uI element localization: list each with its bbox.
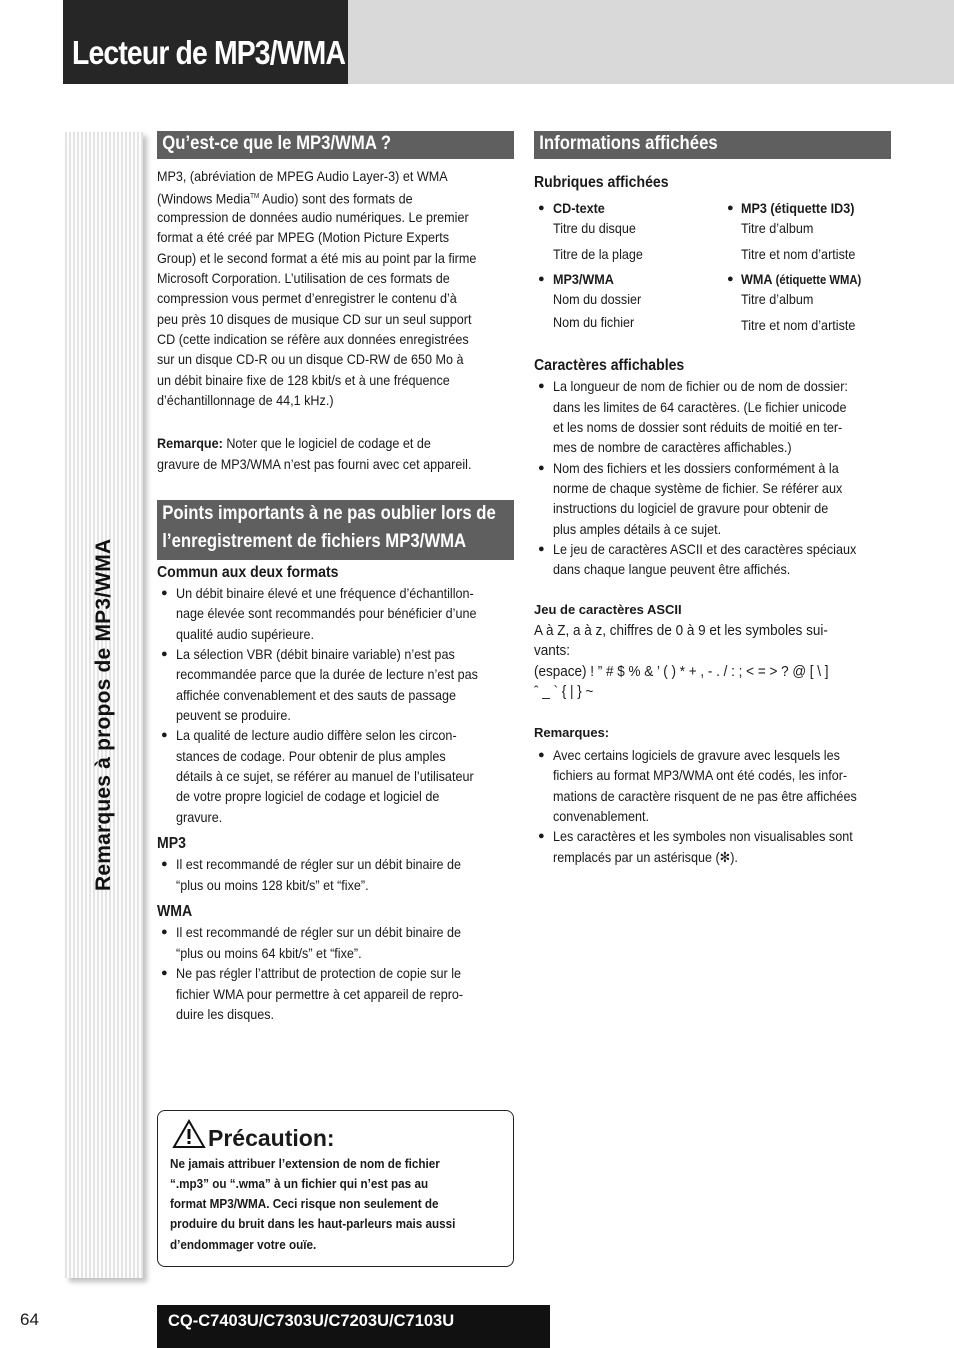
page-title: Lecteur de MP3/WMA (72, 34, 346, 71)
bullet: ● (538, 380, 545, 392)
bullet: ● (727, 273, 734, 285)
bullet: ● (538, 543, 545, 555)
model-number: CQ-C7403U/C7303U/C7203U/C7103U (168, 1312, 455, 1330)
remarques-heading: Remarques: (534, 725, 610, 740)
caracteres-heading: Caractères affichables (534, 357, 685, 374)
section-heading-points: Points importants à ne pas oublier lors de l’enregistrement de fichiers MP3/WMA (157, 500, 514, 560)
bullet: ● (538, 462, 545, 474)
ascii-heading: Jeu de caractères ASCII (534, 602, 682, 617)
common-formats-heading: Commun aux deux formats (157, 564, 339, 581)
bullet: ● (727, 202, 734, 214)
section-heading-info: Informations affichées (534, 131, 891, 159)
page-number: 64 (20, 1310, 39, 1329)
bullet: ● (538, 202, 545, 214)
bullet: ● (161, 858, 168, 870)
bullet: ● (161, 729, 168, 741)
mp3-heading: MP3 (157, 835, 186, 852)
bullet: ● (538, 749, 545, 761)
header-band (348, 0, 954, 84)
rubriques-heading: Rubriques affichées (534, 174, 669, 191)
sidebar-vertical-title: Remarques à propos de MP3/WMA (92, 538, 115, 891)
bullet: ● (161, 648, 168, 660)
bullet: ● (161, 587, 168, 599)
bullet: ● (161, 967, 168, 979)
bullet: ● (161, 926, 168, 938)
bullet: ● (538, 830, 545, 842)
wma-heading: WMA (157, 903, 193, 920)
caution-title: Précaution: (208, 1125, 335, 1151)
section-heading-what-is: Qu’est-ce que le MP3/WMA ? (157, 131, 514, 159)
bullet: ● (538, 273, 545, 285)
warning-icon (172, 1119, 206, 1149)
